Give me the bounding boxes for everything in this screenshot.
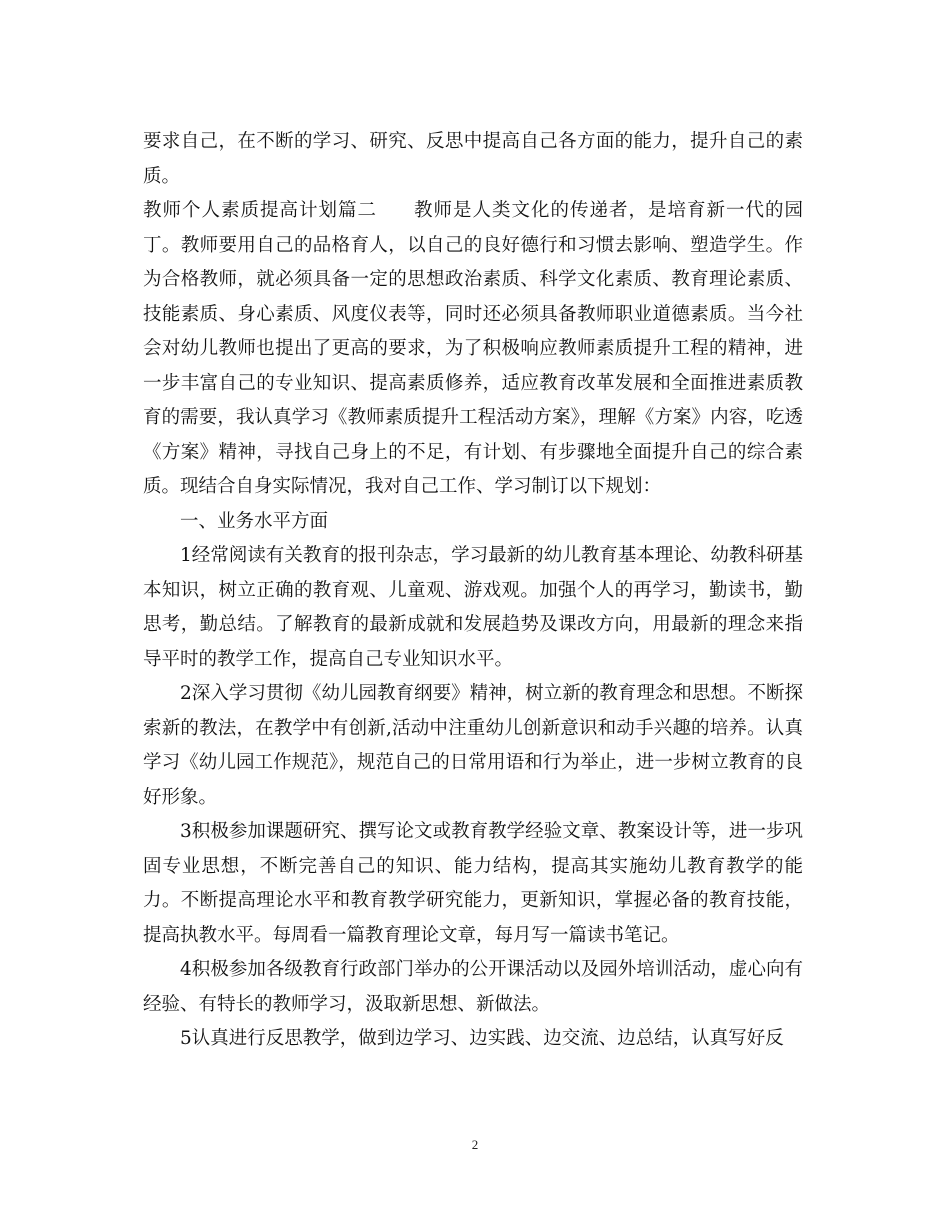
section-heading: 教师个人素质提高计划篇二 <box>143 200 377 221</box>
list-item-1: 1经常阅读有关教育的报刊杂志，学习最新的幼儿教育基本理论、幼教科研基本知识，树立正确的教育观、儿童观、游戏观。加强个人的再学习，勤读书，勤思考，勤总结。了解教育的最新成就和发展趋势及课改方向，用最新的理念来指导平时的教学工作，提高自己专业知识水平。 <box>143 545 803 670</box>
intro-text: 教师是人类文化的传递者，是培育新一代的园丁。教师要用自己的品格育人，以自己的良好德行和习惯去影响、塑造学生。作为合格教师，就必须具备一定的思想政治素质、科学文化素质、教育理论素质、技能素质、身心素质、风度仪表等，同时还必须具备教师职业道德素质。当今社会对幼儿教师也提出了更高的要求，为了积极响应教师素质提升工程的精神，进一步丰富自己的专业知识、提高素质修养，适应教育改革发展和全面推进素质教育的需要，我认真学习《教师素质提升工程活动方案》，理解《方案》内容，吃透《方案》精神，寻找自己身上的不足，有计划、有步骤地全面提升自己的综合素质。现结合自身实际情况，我对自己工作、学习制订以下规划： <box>143 200 803 497</box>
list-item-4: 4积极参加各级教育行政部门举办的公开课活动以及园外培训活动，虚心向有经验、有特长的教师学习，汲取新思想、新做法。 <box>143 959 803 1015</box>
list-item-3: 3积极参加课题研究、撰写论文或教育教学经验文章、教案设计等，进一步巩固专业思想，不断完善自己的知识、能力结构，提高其实施幼儿教育教学的能力。不断提高理论水平和教育教学研究能力，更新知识，掌握必备的教育技能，提高执教水平。每周看一篇教育理论文章，每月写一篇读书笔记。 <box>143 821 803 946</box>
list-item-2: 2深入学习贯彻《幼儿园教育纲要》精神，树立新的教育理念和思想。不断探索新的教法，在教学中有创新,活动中注重幼儿创新意识和动手兴趣的培养。认真学习《幼儿园工作规范》，规范自己的日常用语和行为举止，进一步树立教育的良好形象。 <box>143 683 803 808</box>
paragraph-continued: 要求自己，在不断的学习、研究、反思中提高自己各方面的能力，提升自己的素质。 <box>143 131 803 187</box>
list-item-5: 5认真进行反思教学，做到边学习、边实践、边交流、边总结，认真写好反 <box>180 1028 784 1049</box>
page-number: 2 <box>471 1137 479 1152</box>
document-body <box>143 125 803 1057</box>
paragraph-intro <box>143 194 803 505</box>
subsection-heading: 一、业务水平方面 <box>180 510 329 532</box>
